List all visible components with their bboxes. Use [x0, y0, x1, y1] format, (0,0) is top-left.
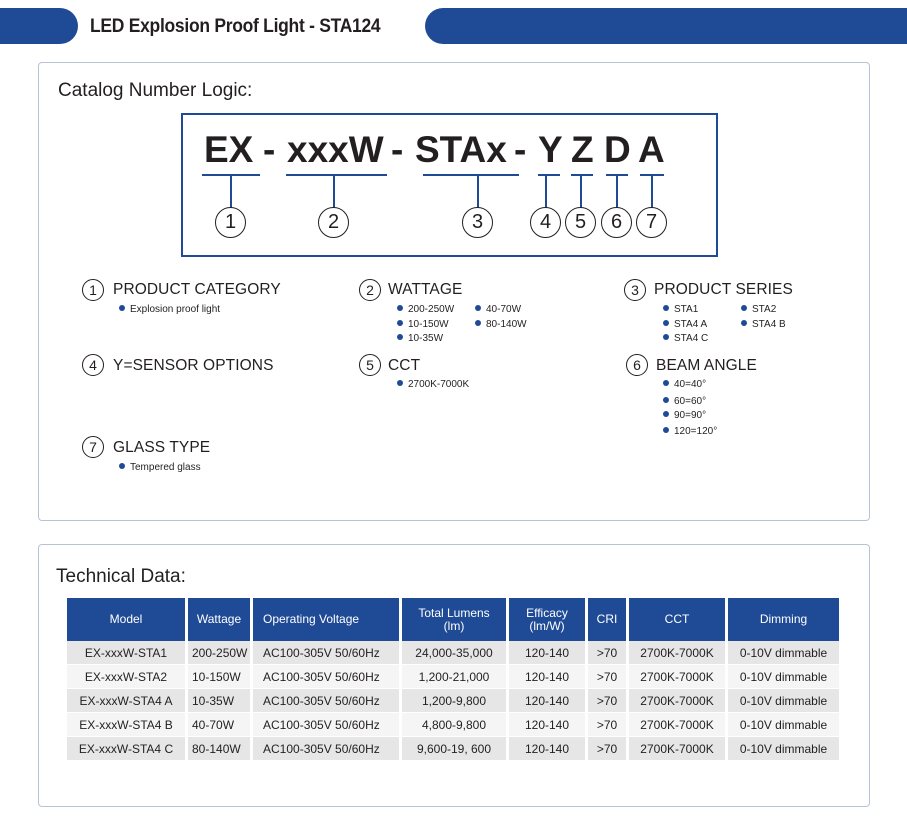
cell-lumens: 4,800-9,800: [402, 713, 508, 737]
connector-2: [333, 174, 335, 208]
underline-5: [571, 174, 593, 176]
cell-lumens: 24,000-35,000: [402, 641, 508, 665]
table-row: [67, 641, 841, 665]
underline-2: [286, 174, 387, 176]
legend-2-item: 10-35W: [397, 333, 443, 344]
cell-efficacy: 120-140: [509, 641, 587, 665]
bullet-dot-icon: [119, 305, 125, 311]
legend-3-item: STA1: [663, 304, 698, 315]
legend-3-item: STA4 A: [663, 319, 707, 330]
table-row: [67, 737, 841, 761]
cell-model: EX-xxxW-STA2: [67, 665, 187, 689]
cell-cri: >70: [588, 713, 628, 737]
table-row: [67, 713, 841, 737]
cell-voltage: AC100-305V 50/60Hz: [253, 737, 401, 761]
technical-table: [66, 598, 842, 761]
connector-4: [545, 174, 547, 208]
marker-3: 3: [462, 207, 493, 238]
bullet-dot-icon: [663, 320, 669, 326]
legend-3-item: STA2: [741, 304, 776, 315]
cell-lumens: 1,200-9,800: [402, 689, 508, 713]
legend-2-item: 40-70W: [475, 304, 521, 315]
code-part-y: Y: [538, 129, 563, 170]
marker-4: 4: [530, 207, 561, 238]
table-row: [67, 689, 841, 713]
bullet-dot-icon: [663, 305, 669, 311]
code-part-a: A: [638, 129, 665, 170]
cell-cct: 2700K-7000K: [629, 713, 727, 737]
code-sep-1: -: [263, 129, 276, 170]
legend-3-item: STA4 B: [741, 319, 786, 330]
bullet-dot-icon: [397, 320, 403, 326]
cell-cri: >70: [588, 665, 628, 689]
legend-3-item: STA4 C: [663, 333, 708, 344]
header-accent-right: [425, 8, 907, 44]
cell-efficacy: 120-140: [509, 665, 587, 689]
col-header-cri: CRI: [588, 598, 628, 641]
code-part-series: STAx: [415, 129, 507, 170]
connector-1: [230, 174, 232, 208]
bullet-dot-icon: [397, 334, 403, 340]
col-header-cct: CCT: [629, 598, 727, 641]
catalog-heading: Catalog Number Logic:: [58, 80, 253, 101]
cell-voltage: AC100-305V 50/60Hz: [253, 713, 401, 737]
cell-wattage: 40-70W: [188, 713, 252, 737]
col-header-efficacy: Efficacy (lm/W): [509, 598, 587, 641]
legend-6-title: BEAM ANGLE: [656, 357, 757, 374]
col-header-dimming: Dimming: [728, 598, 841, 641]
cell-dimming: 0-10V dimmable: [728, 737, 841, 761]
cell-dimming: 0-10V dimmable: [728, 665, 841, 689]
cell-dimming: 0-10V dimmable: [728, 641, 841, 665]
legend-1-title: PRODUCT CATEGORY: [113, 281, 281, 298]
legend-7-item: Tempered glass: [119, 462, 201, 473]
cell-lumens: 9,600-19, 600: [402, 737, 508, 761]
connector-6: [616, 174, 618, 208]
cell-wattage: 80-140W: [188, 737, 252, 761]
cell-model: EX-xxxW-STA4 B: [67, 713, 187, 737]
bullet-dot-icon: [397, 380, 403, 386]
cell-dimming: 0-10V dimmable: [728, 689, 841, 713]
cell-cri: >70: [588, 689, 628, 713]
col-header-voltage: Operating Voltage: [253, 598, 401, 641]
cell-cct: 2700K-7000K: [629, 689, 727, 713]
cell-efficacy: 120-140: [509, 689, 587, 713]
legend-6-item: 120=120°: [663, 426, 717, 437]
code-part-d: D: [604, 129, 631, 170]
cell-cri: >70: [588, 641, 628, 665]
legend-2-item: 10-150W: [397, 319, 449, 330]
cell-model: EX-xxxW-STA1: [67, 641, 187, 665]
header-accent-left: [0, 8, 78, 44]
cell-efficacy: 120-140: [509, 737, 587, 761]
legend-5-title: CCT: [388, 357, 421, 374]
cell-model: EX-xxxW-STA4 C: [67, 737, 187, 761]
bullet-dot-icon: [475, 305, 481, 311]
legend-2-number: 2: [359, 279, 381, 301]
bullet-dot-icon: [741, 305, 747, 311]
legend-1-item: Explosion proof light: [119, 304, 220, 315]
cell-efficacy: 120-140: [509, 713, 587, 737]
legend-6-number: 6: [626, 354, 648, 376]
page-title: LED Explosion Proof Light - STA124: [90, 16, 381, 37]
cell-lumens: 1,200-21,000: [402, 665, 508, 689]
cell-voltage: AC100-305V 50/60Hz: [253, 689, 401, 713]
legend-2-title: WATTAGE: [388, 281, 463, 298]
legend-6-item: 40=40°: [663, 379, 706, 390]
legend-3-number: 3: [624, 279, 646, 301]
marker-5: 5: [565, 207, 596, 238]
legend-2-item: 200-250W: [397, 304, 454, 315]
legend-5-number: 5: [359, 354, 381, 376]
code-sep-2: -: [391, 129, 404, 170]
bullet-dot-icon: [475, 320, 481, 326]
legend-2-item: 80-140W: [475, 319, 527, 330]
bullet-dot-icon: [119, 463, 125, 469]
cell-wattage: 10-150W: [188, 665, 252, 689]
code-part-z: Z: [571, 129, 594, 170]
legend-3-title: PRODUCT SERIES: [654, 281, 793, 298]
col-header-lumens: Total Lumens (lm): [402, 598, 508, 641]
col-header-wattage: Wattage: [188, 598, 252, 641]
table-header-row: [67, 598, 841, 641]
cell-dimming: 0-10V dimmable: [728, 713, 841, 737]
marker-7: 7: [636, 207, 667, 238]
marker-2: 2: [318, 207, 349, 238]
legend-1-number: 1: [82, 279, 104, 301]
legend-7-number: 7: [82, 436, 104, 458]
cell-voltage: AC100-305V 50/60Hz: [253, 665, 401, 689]
underline-4: [538, 174, 560, 176]
cell-cct: 2700K-7000K: [629, 737, 727, 761]
marker-1: 1: [215, 207, 246, 238]
connector-3: [477, 174, 479, 208]
legend-7-title: GLASS TYPE: [113, 439, 211, 456]
bullet-dot-icon: [741, 320, 747, 326]
cell-voltage: AC100-305V 50/60Hz: [253, 641, 401, 665]
legend-5-item: 2700K-7000K: [397, 379, 469, 390]
col-header-model: Model: [67, 598, 187, 641]
legend-6-item: 90=90°: [663, 410, 706, 421]
cell-wattage: 10-35W: [188, 689, 252, 713]
technical-heading: Technical Data:: [56, 566, 186, 587]
legend-6-item: 60=60°: [663, 396, 706, 407]
cell-model: EX-xxxW-STA4 A: [67, 689, 187, 713]
cell-wattage: 200-250W: [188, 641, 252, 665]
bullet-dot-icon: [663, 380, 669, 386]
marker-6: 6: [601, 207, 632, 238]
cell-cri: >70: [588, 737, 628, 761]
table-row: [67, 665, 841, 689]
code-sep-3: -: [514, 129, 527, 170]
cell-cct: 2700K-7000K: [629, 641, 727, 665]
underline-3: [423, 174, 519, 176]
cell-cct: 2700K-7000K: [629, 665, 727, 689]
connector-5: [580, 174, 582, 208]
code-part-wattage: xxxW: [287, 129, 384, 170]
legend-4-number: 4: [82, 354, 104, 376]
bullet-dot-icon: [663, 397, 669, 403]
bullet-dot-icon: [663, 411, 669, 417]
bullet-dot-icon: [663, 334, 669, 340]
connector-7: [651, 174, 653, 208]
bullet-dot-icon: [397, 305, 403, 311]
code-part-ex: EX: [204, 129, 254, 170]
bullet-dot-icon: [663, 427, 669, 433]
legend-4-title: Y=SENSOR OPTIONS: [113, 357, 274, 374]
